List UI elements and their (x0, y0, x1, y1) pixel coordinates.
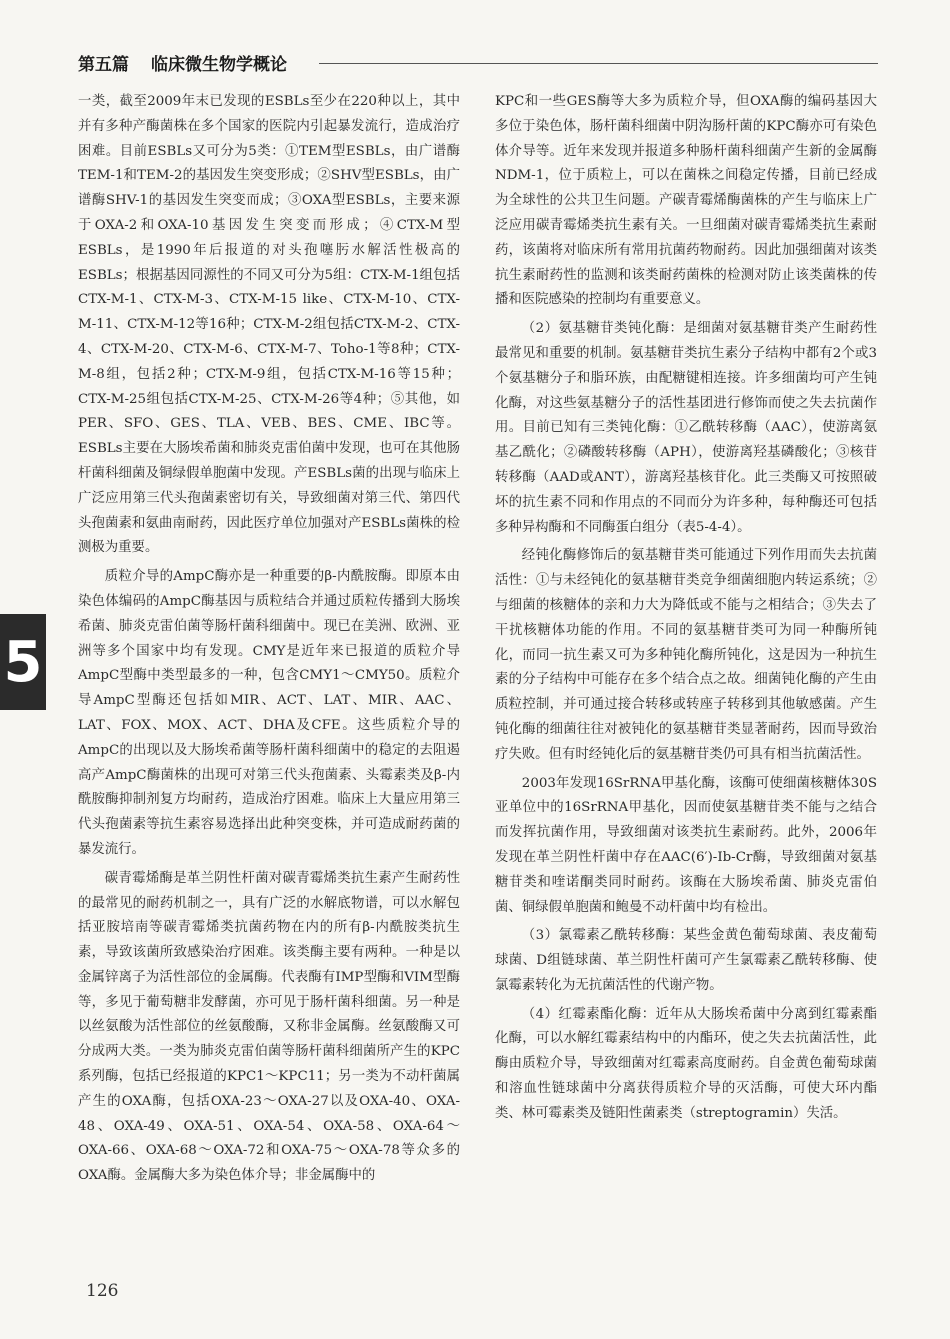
paragraph: 一类，截至2009年末已发现的ESBLs至少在220种以上，其中并有多种产酶菌株在多个国家的医院内引起暴发流行，造成治疗困难。目前ESBLs又可分为5类：①TEM型ESBLs，由广谱酶TEM-1和TEM-2的基因发生突变形成；②SHV型ESBLs，由广谱酶SHV-1的基因发生突变而成；③OXA型ESBLs，主要来源于OXA-2和OXA-10基因发生突变而形成；④CTX-M型ESBLs，是1990年后报道的对头孢噻肟水解活性极高的ESBLs；根据基因同源性的不同又可分为5组：CTX-M-1组包括CTX-M-1、CTX-M-3、CTX-M-15 like、CTX-M-10、CTX-M-11、CTX-M-12等16种；CTX-M-2组包括CTX-M-2、CTX-4、CTX-M-20、CTX-M-6、CTX-M-7、Toho-1等8种；CTX-M-8组，包括2种；CTX-M-9组，包括CTX-M-16等15种；CTX-M-25组包括CTX-M-25、CTX-M-26等4种；⑤其他，如PER、SFO、GES、TLA、VEB、BES、CME、IBC等。ESBLs主要在大肠埃希菌和肺炎克雷伯菌中发现，也可在其他肠杆菌科细菌及铜绿假单胞菌中发现。产ESBLs菌的出现与临床上广泛应用第三代头孢菌素密切有关，导致细菌对第三代、第四代头孢菌素和氨曲南耐药，因此医疗单位加强对产ESBLs菌株的检测极为重要。 (78, 94, 460, 556)
left-column (78, 90, 460, 1193)
paragraph: （3）氯霉素乙酰转移酶：某些金黄色葡萄球菌、表皮葡萄球菌、D组链球菌、革兰阴性杆菌可产生氯霉素乙酰转移酶、使氯霉素转化为无抗菌活性的代谢产物。 (495, 928, 877, 993)
paragraph: （2）氨基糖苷类钝化酶：是细菌对氨基糖苷类产生耐药性最常见和重要的机制。氨基糖苷类抗生素分子结构中都有2个或3个氨基糖分子和脂环族，由配糖键相连接。许多细菌均可产生钝化酶，对这些氨基糖分子的活性基团进行修饰而使之失去抗菌作用。目前已知有三类钝化酶：①乙酰转移酶（AAC），使游离氨基乙酰化；②磷酸转移酶（APH），使游离羟基磷酸化；③核苷转移酶（AAD或ANT），游离羟基核苷化。此三类酶又可按照破坏的抗生素不同和作用点的不同而分为许多种，每种酶还可包括多种异构酶和不同酶蛋白组分（表5-4-4）。 (495, 321, 877, 535)
right-column (495, 90, 877, 1131)
paragraph: 碳青霉烯酶是革兰阴性杆菌对碳青霉烯类抗生素产生耐药性的最常见的耐药机制之一，具有广泛的水解底物谱，可以水解包括亚胺培南等碳青霉烯类抗菌药物在内的所有β-内酰胺类抗生素，导致该菌所致感染治疗困难。该类酶主要有两种。一种是以金属锌离子为活性部位的金属酶。代表酶有IMP型酶和VIM型酶等，多见于葡萄糖非发酵菌，亦可见于肠杆菌科细菌。另一种是以丝氨酸为活性部位的丝氨酸酶，又称非金属酶。丝氨酸酶又可分成两大类。一类为肺炎克雷伯菌等肠杆菌科细菌所产生的KPC系列酶，包括已经报道的KPC1～KPC11；另一类为不动杆菌属产生的OXA酶，包括OXA-23～OXA-27以及OXA-40、OXA-48、OXA-49、OXA-51、OXA-54、OXA-58、OXA-64～OXA-66、OXA-68～OXA-72和OXA-75～OXA-78等众多的OXA酶。金属酶大多为染色体介导；非金属酶中的 (78, 870, 460, 1184)
paragraph: （4）红霉素酯化酶：近年从大肠埃希菌中分离到红霉素酯化酶，可以水解红霉素结构中的内酯环，使之失去抗菌活性，此酶由质粒介导，导致细菌对红霉素高度耐药。自金黄色葡萄球菌和溶血性链球菌中分离获得质粒介导的灭活酶，可使大环内酯类、林可霉素类及链阳性菌素类（streptogramin）失活。 (495, 1006, 877, 1121)
header-title (78, 50, 309, 75)
header-part: 第五篇 (78, 54, 129, 75)
header-chapter-title: 临床微生物学概论 (151, 54, 287, 75)
paragraph: KPC和一些GES酶等大多为质粒介导，但OXA酶的编码基因大多位于染色体，肠杆菌科细菌中阴沟肠杆菌的KPC酶亦可有染色体介导等。近年来发现并报道多种肠杆菌科细菌产生新的金属酶NDM-1，位于质粒上，可以在菌株之间稳定传播，目前已经成为全球性的公共卫生问题。产碳青霉烯酶菌株的产生与临床上广泛应用碳青霉烯类抗生素有关。一旦细菌对碳青霉烯类抗生素耐药，该菌将对临床所有常用抗菌药物耐药。因此加强细菌对该类抗生素耐药性的监测和该类耐药菌株的检测对防止该类菌株的传播和医院感染的控制均有重要意义。 (495, 94, 877, 308)
page-number: 126 (86, 1281, 119, 1301)
paragraph: 经钝化酶修饰后的氨基糖苷类可能通过下列作用而失去抗菌活性：①与未经钝化的氨基糖苷类竞争细菌细胞内转运系统；②与细菌的核糖体的亲和力大为降低或不能与之相结合；③失去了干扰核糖体功能的作用。不同的氨基糖苷类可为同一种酶所钝化，而同一抗生素又可为多种钝化酶所钝化，这是因为一种抗生素的分子结构中可能存在多个结合点之故。细菌钝化酶的产生由质粒控制，并可通过接合转移或转座子转移到其他敏感菌。产生钝化酶的细菌往往对被钝化的氨基糖苷类显著耐药，因而导致治疗失败。但有时经钝化后的氨基糖苷类仍可具有相当抗菌活性。 (495, 548, 877, 762)
chapter-tab: 5 (0, 614, 46, 710)
running-header (78, 44, 878, 80)
paragraph: 2003年发现16SrRNA甲基化酶，该酶可使细菌核糖体30S亚单位中的16SrRNA甲基化，因而使氨基糖苷类不能与之结合而发挥抗菌作用，导致细菌对该类抗生素耐药。此外，2006年发现在革兰阴性杆菌中存在AAC(6′)-Ib-Cr酶，导致细菌对氨基糖苷类和喹诺酮类同时耐药。该酶在大肠埃希菌、肺炎克雷伯菌、铜绿假单胞菌和鲍曼不动杆菌中均有检出。 (495, 775, 877, 915)
paragraph: 质粒介导的AmpC酶亦是一种重要的β-内酰胺酶。即原本由染色体编码的AmpC酶基因与质粒结合并通过质粒传播到大肠埃希菌、肺炎克雷伯菌等肠杆菌科细菌中。现已在美洲、欧洲、亚洲等多个国家中均有发现。CMY是近年来已报道的质粒介导AmpC型酶中类型最多的一种，包含CMY1～CMY50。质粒介导AmpC型酶还包括如MIR、ACT、LAT、MIR、AAC、LAT、FOX、MOX、ACT、DHA及CFE。这些质粒介导的AmpC的出现以及大肠埃希菌等肠杆菌科细菌中的稳定的去阻遏高产AmpC酶菌株的出现可对第三代头孢菌素、头霉素类及β-内酰胺酶抑制剂复方均耐药，造成治疗困难。临床上大量应用第三代头孢菌素等抗生素容易选择出此种突变株，并可造成耐药菌的暴发流行。 (78, 569, 460, 857)
header-rule (319, 63, 878, 64)
